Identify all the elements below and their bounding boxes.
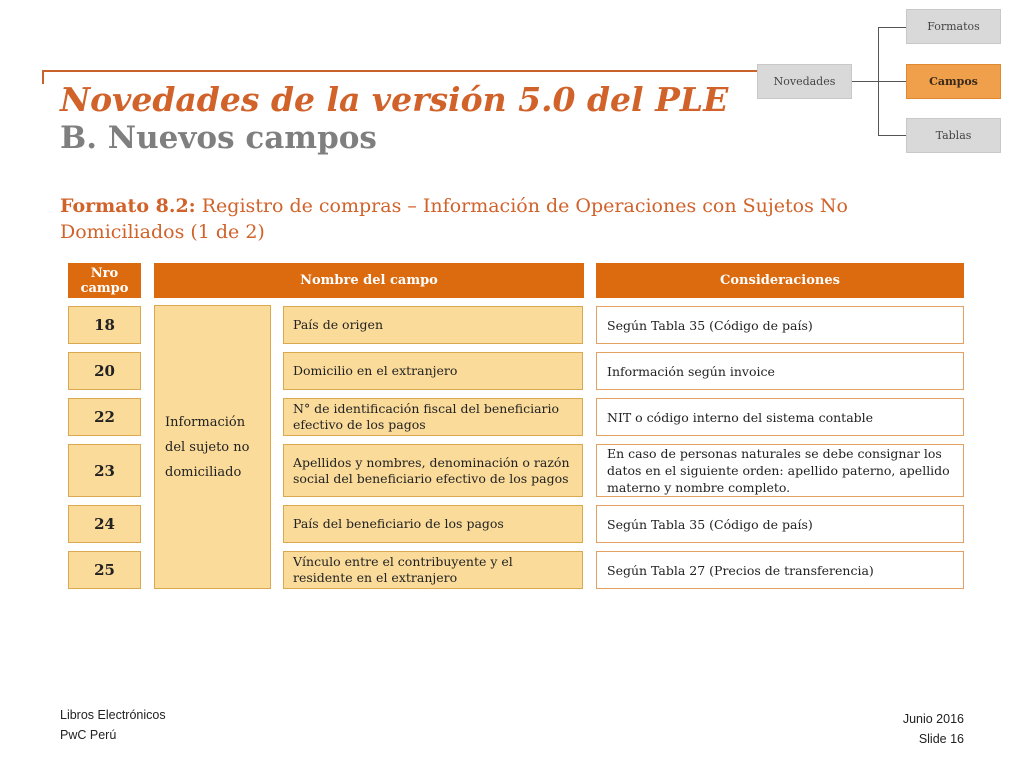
- row-number: 22: [68, 398, 141, 436]
- nav-connector: [852, 81, 878, 82]
- format-description: [60, 193, 940, 245]
- header-nro-line2: campo: [80, 280, 129, 296]
- field-name: Vínculo entre el contribuyente y el residente en el extranjero: [283, 551, 583, 589]
- title-rule: [42, 70, 762, 72]
- consideration: NIT o código interno del sistema contable: [596, 398, 964, 436]
- field-name: País del beneficiario de los pagos: [283, 505, 583, 543]
- row-number: 25: [68, 551, 141, 589]
- header-nombre-campo: Nombre del campo: [154, 263, 584, 298]
- header-nro-line1: Nro: [90, 265, 119, 281]
- field-name: País de origen: [283, 306, 583, 344]
- row-number: 18: [68, 306, 141, 344]
- footer-doc-name: Libros Electrónicos: [60, 708, 166, 722]
- nav-connector-campos: [878, 81, 906, 82]
- page-subtitle: B. Nuevos campos: [60, 120, 377, 156]
- nav-formatos[interactable]: Formatos: [906, 9, 1001, 44]
- row-number: 20: [68, 352, 141, 390]
- consideration: Según Tabla 35 (Código de país): [596, 505, 964, 543]
- consideration: Según Tabla 27 (Precios de transferencia): [596, 551, 964, 589]
- nav-connector-tablas: [878, 135, 906, 136]
- nav-campos[interactable]: Campos: [906, 64, 1001, 99]
- consideration: Según Tabla 35 (Código de país): [596, 306, 964, 344]
- page-title: Novedades de la versión 5.0 del PLE: [60, 80, 729, 119]
- footer-left: [60, 705, 166, 745]
- header-nro-campo: [68, 263, 141, 298]
- nav-connector-formatos: [878, 27, 906, 28]
- footer-date: Junio 2016: [902, 712, 964, 726]
- format-label: Formato 8.2:: [60, 195, 196, 217]
- nav-novedades[interactable]: Novedades: [757, 64, 852, 99]
- consideration: En caso de personas naturales se debe consignar los datos en el siguiente orden: apellido paterno, apellido materno y nombre completo.: [596, 444, 964, 497]
- field-name: Domicilio en el extranjero: [283, 352, 583, 390]
- footer-company: PwC Perú: [60, 728, 117, 742]
- row-number: 23: [68, 444, 141, 497]
- group-cell: [154, 305, 271, 589]
- field-name: N° de identificación fiscal del beneficiario efectivo de los pagos: [283, 398, 583, 436]
- field-name: Apellidos y nombres, denominación o razón social del beneficiario efectivo de los pagos: [283, 444, 583, 497]
- footer-slide-number: Slide 16: [918, 732, 964, 746]
- header-consideraciones: Consideraciones: [596, 263, 964, 298]
- group-line: Información: [165, 414, 246, 430]
- group-line: del sujeto no: [165, 439, 250, 455]
- format-text: Registro de compras – Información de Operaciones con Sujetos No Domiciliados (1 de 2): [60, 195, 848, 243]
- row-number: 24: [68, 505, 141, 543]
- group-line: domiciliado: [165, 464, 242, 480]
- consideration: Información según invoice: [596, 352, 964, 390]
- nav-tablas[interactable]: Tablas: [906, 118, 1001, 153]
- title-corner: [42, 70, 44, 84]
- footer-right: [903, 709, 964, 749]
